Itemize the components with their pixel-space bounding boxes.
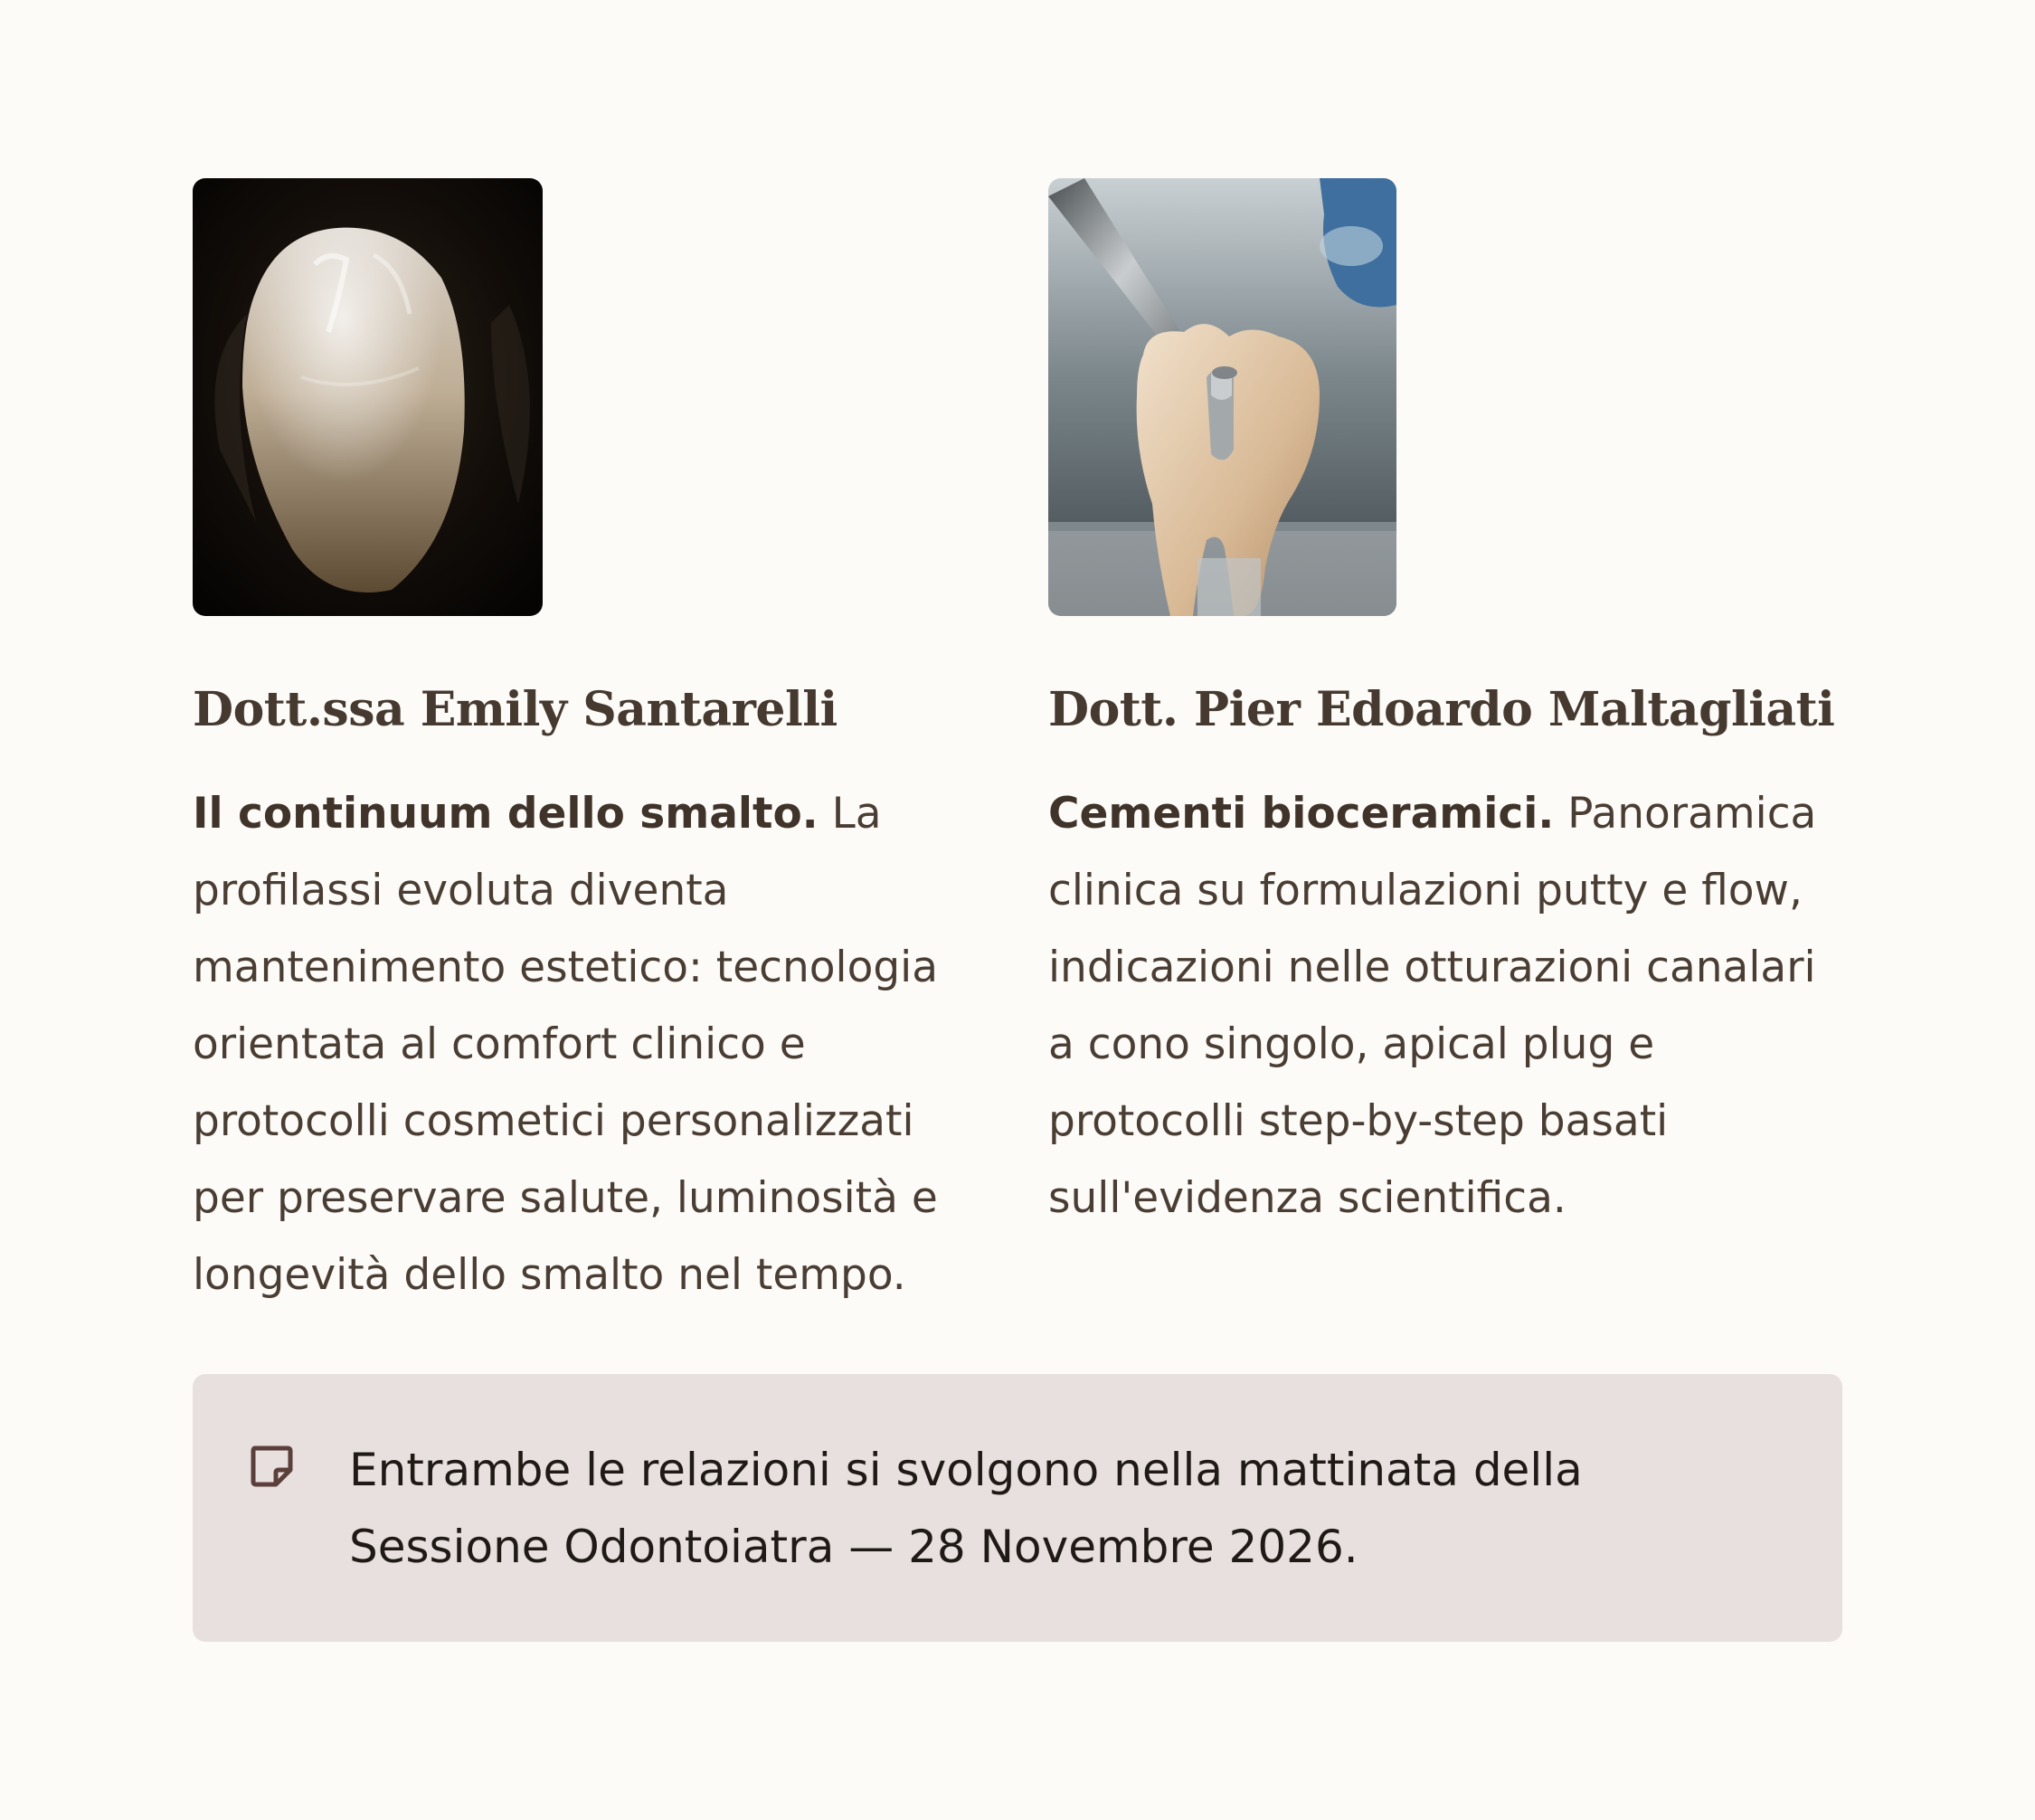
talk-description: La profilassi evoluta diventa mantenimento estetico: tecnologia orientata al comfort clinico e protocolli cosmetici personalizzati per preservare salute, luminosità e longevità dello smalto nel tempo. (193, 788, 939, 1300)
talk-description: Panoramica clinica su formulazioni putty e flow, indicazioni nelle otturazioni canalari a cono singolo, apical plug e protocolli step-by-step basati sull'evidenza scientifica. (1048, 788, 1817, 1223)
talk-abstract (193, 775, 989, 1313)
session-note (193, 1374, 1842, 1642)
molar-bioceramic-image (1048, 178, 1396, 616)
speaker-card-maltagliati (1048, 178, 1844, 1237)
note-text: Entrambe le relazioni si svolgono nella mattinata della Sessione Odontoiatra — 28 Novembre 2026. (349, 1444, 1583, 1573)
talk-title: Cementi bioceramici. (1048, 788, 1555, 839)
speaker-card-santarelli (193, 178, 989, 1313)
talk-title: Il continuum dello smalto. (193, 788, 819, 839)
speaker-name: Dott. Pier Edoardo Maltagliati (1048, 682, 1835, 737)
talk-abstract (1048, 775, 1844, 1237)
sticky-note-icon (248, 1443, 295, 1490)
speaker-name: Dott.ssa Emily Santarelli (193, 682, 838, 737)
tooth-closeup-image (193, 178, 543, 616)
